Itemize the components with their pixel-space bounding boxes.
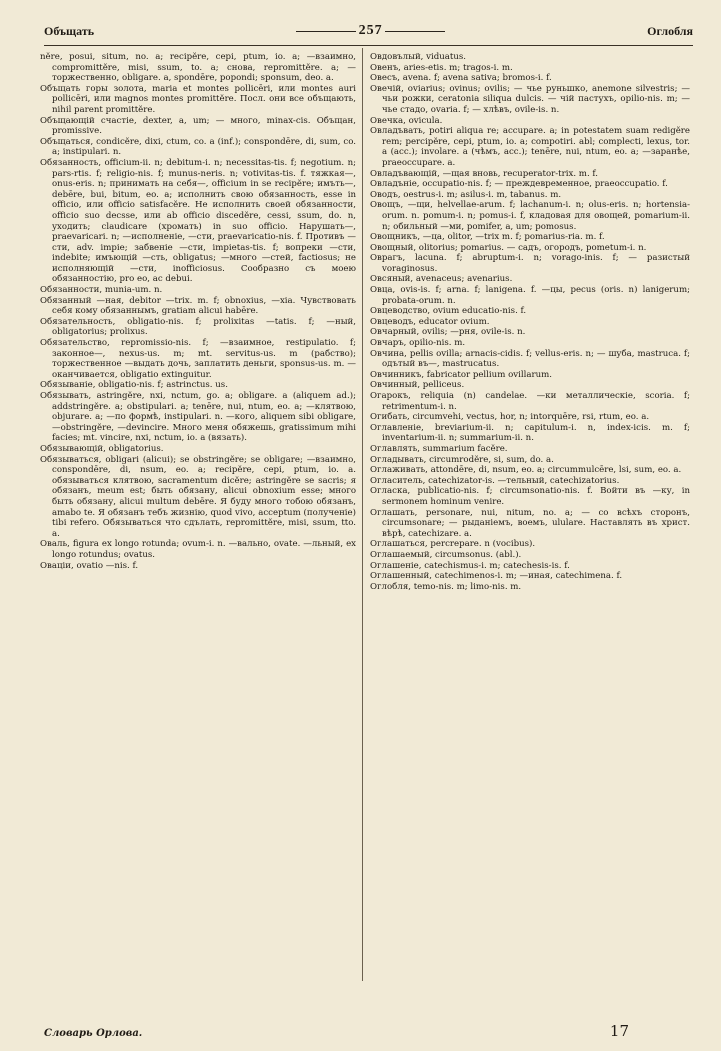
dictionary-entry: Оглашаемый, circumsonus. (abl.). (370, 549, 522, 560)
signature-mark: Словарь Орлова. (44, 1028, 143, 1039)
dictionary-entry: Овощный, olitorius; pomarius. — садъ, огородъ, pometum-i. n. (370, 242, 647, 253)
dictionary-entry: Овладъвающій, —щая вновь, recuperator-trix. m. f. (370, 168, 599, 179)
dictionary-entry: Овца, ovis-is. f; arna. f; lanigena. f. —цы, pecus (oris. n) lanigerum; probata-orum. n. (370, 285, 690, 306)
dictionary-entry: Огладывать, circumrodĕre, si, sum, do. a. (370, 454, 554, 465)
dictionary-entry: Овечій, oviarius; ovinus; ovilis; — чье руньшко, anemone silvestris; — чьи рожки, ceratonia siliqua dulcis. — чій пастухъ, opilio-nis. m; — чье стадо, ovaria. f; — хлѣвъ, ovile-is. n. (370, 83, 690, 115)
dictionary-entry: Оглобля, temo-nis. m; limo-nis. m. (370, 581, 522, 592)
dictionary-entry: Оглашаться, perсreparе. n (vocibus). (370, 539, 536, 550)
header-rule (44, 45, 693, 46)
dictionary-entry: Овечка, ovicula. (370, 115, 443, 126)
dictionary-entry: Обязанности, munia-um. n. (40, 285, 163, 296)
dictionary-entry: Обязывающій, obligatorius. (40, 443, 164, 454)
dictionary-entry: Овцеводство, ovium educatio-nis. f. (370, 306, 527, 317)
page-header (44, 20, 693, 42)
header-right-word: Оглобля (647, 23, 693, 38)
dictionary-entry: Овчина, pellis ovilla; arnacis-cidis. f; vellus-eris. n; — шуба, mastruca. f; одътый въ—, mastrucatus. (370, 348, 690, 370)
dictionary-entry: Овсяный, avenaceus; avenarius. (370, 274, 513, 285)
dictionary-entry: Огарокъ, reliquia (n) candelae. —ки металлическіе, scoria. f; retrimentum-i. n. (370, 391, 690, 412)
dictionary-entry: Огласитель, catechizator-is. —тельный, catechizatorius. (370, 475, 620, 486)
dictionary-entry: Оврагъ, lacuna. f; abruptum-i. n; vorago-inis. f; — разистый voraginosus. (370, 253, 690, 274)
dictionary-entry: Овощъ, —щи, helvellae-arum. f; lachanum-i. n; olus-eris. n; hortensia-orum. n. pomum-i. n; pomus-i. f, кладовая для овощей, pomarium-ii. n; обильный —ми, pomifer, a, um; pomosus. (370, 200, 690, 232)
dictionary-entry: Овесъ, avena. f; avena sativa; bromos-i. f. (370, 73, 552, 84)
dictionary-entry: Обязанность, officium-ii. n; debitum-i. n; necessitas-tis. f; negotium. n; pars-rtis. f; religio-nis. f; munus-neris. n; votivitas-tis. f. тяжкая—, onus-eris. n; принимать на себя—, officium in se recipĕre; имъть—, debēre, bui, bitum, eo. a; исполнить свою обязанность, esse in officio, или officio satisfacĕre. Не исполнить своей обязанности, officio suo decsse, или ab officio discedĕre, cessi, ssum, do. n, уходить; claudicare (хромать) in suo officio. Нарушать—, praevaricari. n; —исполненіе, —сти, praevaricatio-nis. f. Противъ —сти, adv. impie; забвеніе —сти, impietas-tis. f; вопреки —сти, indebite; имъющій —сть, obligatus; —много —стей, factiosus; не исполняющій —сти, inofficiosus. Сообразно съ моею обязанностію, pro eo, ac debui. (40, 157, 356, 285)
column-separator (362, 48, 363, 981)
dictionary-entry: Оглашеніе, catechismus-i. m; catechesis-is. f. (370, 560, 570, 571)
dictionary-entry: Овощникъ, —ца, olitor, —trix m. f; pomarius-ria. m. f. (370, 232, 605, 243)
dictionary-entry: Оваціи, ovatio —nis. f. (40, 560, 139, 571)
dictionary-entry: Овладъніе, occupatio-nis. f; — преждевременное, praeoccupatio. f. (370, 179, 668, 190)
dictionary-entry: Оглавлять, summarium facĕre. (370, 443, 508, 454)
dictionary-entry: Овчинникъ, fabricator pellium ovillarum. (370, 369, 553, 380)
dictionary-entry: nĕre, posui, situm, no. a; recipĕre, cepi, ptum, io. a; —взаимно, compromittĕre, misi, ssum, to. a; снова, repromittĕre. a; —торжественно, obligare. a, spondēre, popondi; sponsum, deo. a. (40, 52, 356, 84)
sheet-number: 17 (609, 1022, 629, 1040)
dictionary-entry: Овчинный, pelliceus. (370, 380, 465, 391)
dictionary-entry: Оваль, figura ex longo rotunda; ovum-i. n. —вально, ovate. —льный, ex longo rotundus; ovatus. (40, 539, 356, 560)
dictionary-entry: Овладъвать, potiri aliqua re; accupare. a; in potestatem suam redigĕre rem; percipĕre, cepi, ptum, io. a; compotiri. abl; complecti, lexus, tor. a (acc.); involare. a (чѣмъ, acc.); tenēre, nui, ntum, eo. a; —заранѣе, praeoccupare. a. (370, 126, 690, 168)
dictionary-entry: Обязательство, repromissio-nis. f; —взаимное, restipulatio. f; законное—, nexus-us. m; mt. servitus-us. m (рабство); торжественное —выдать дочь, заплатить деньги, sponsus-us. m. —оканчивается, obligatio extinguitur. (40, 338, 356, 380)
left-column (40, 52, 356, 571)
right-column (370, 52, 690, 592)
page-footer (44, 1022, 629, 1040)
dictionary-entry: Овдовълый, viduatus. (370, 52, 467, 62)
dictionary-entry: Обязывать, astringĕre, nxi, nctum, go. a; obligare. a (aliquem ad.); addstringĕre. a; obstipulari. a; tenēre, nui, ntum, eo. a; —клятвою, objurare. a; —по формѣ, instipulari. n. —кого, aliquem sibi obligare, —obstringĕre, —devincire. Много меня обяжешь, gratissimum mihi facies; mt. vincire, nxi, nctum, io. a (вязать). (40, 391, 356, 444)
dictionary-entry: Оглаживать, attondēre, di, nsum, eo. a; circummulcēre, lsi, sum, eo. a. (370, 465, 682, 476)
dictionary-entry: Овчарный, ovilis; —рня, ovile-is. n. (370, 327, 526, 338)
dictionary-entry: Обязанный —ная, debitor —trix. m. f; obnoxius, —xia. Чувствовать себя кому обязаннымъ, gratiam alicui habēre. (40, 295, 356, 317)
dictionary-entry: Овенъ, aries-etis. m; tragos-i. m. (370, 62, 513, 73)
dictionary-entry: Объщающій счастіе, dexter, a, um; — много, minax-cis. Объщан, promissive. (40, 115, 356, 137)
dictionary-entry: Объщаться, condicĕre, dixi, ctum, co. a (inf.); conspondēre, di, sum, co. a; instipulari. n. (40, 136, 356, 158)
dictionary-entry: Овцеводъ, educator ovium. (370, 316, 490, 327)
dictionary-entry: Объщать горы золота, maria et montes pollicēri, или montes auri pollicēri, или magnos montes promittĕre. Посл. они все объщають, nihil parent promittĕre. (40, 83, 356, 115)
dictionary-entry: Оглашать, personare, nui, nitum, no. a; — со всѣхъ сторонъ, circumsonare; — рыданіемъ, воемъ, ululare. Наставлять въ христ. вѣрѣ, catechizare. a. (370, 507, 690, 539)
dictionary-entry: Обязываться, obligari (alicui); se obstringĕre; se obligare; —взаимно, conspondēre, di, nsum, eo. a; recipĕre, cepi, ptum, io. a. обязываться клятвою, sacramentum dicĕre; astringĕre se sacris; я обязанъ, meum est; быть обязану, alicui obnoxium esse; много быть обязану, alicui multum debēre. Я буду много тобою обязанъ, amabo te. Я обязанъ тебъ жизнію, quod vivo, acceptum (полученіе) tibi refero. Обязываться что сдълать, repromittĕre, misi, ssum, tto. a. (40, 454, 356, 539)
dictionary-entry: Обязываніе, obligatio-nis. f; astrinctus. us. (40, 380, 228, 391)
dictionary-entry: Овчаръ, opilio-nis. m. (370, 338, 466, 349)
dictionary-entry: Оглавленіе, breviarium-ii. n; capitulum-i. n, index-icis. m. f; inventarium-ii. n; summarium-ii. n. (370, 422, 690, 444)
dictionary-entry: Оглашенный, catechimenos-i. m; —иная, catechimena. f. (370, 571, 623, 582)
header-left-word: Объщать (44, 23, 95, 38)
page-number: 257 (358, 23, 383, 38)
dictionary-entry: Оводъ, oestrus-i. m; asilus-i. m, tabanus. m. (370, 189, 562, 200)
dictionary-entry: Обязательность, obligatio-nis. f; prolixitas —tatis. f; —ный, obligatorius; prolixus. (40, 316, 356, 338)
dictionary-entry: Огласка, publicatio-nis. f; circumsonatio-nis. f. Войти въ —ку, in sermonem hominum venire. (370, 486, 690, 507)
dictionary-entry: Огибать, circumvehi, vectus, hor, n; intorquēre, rsi, rtum, eo. a. (370, 412, 650, 423)
